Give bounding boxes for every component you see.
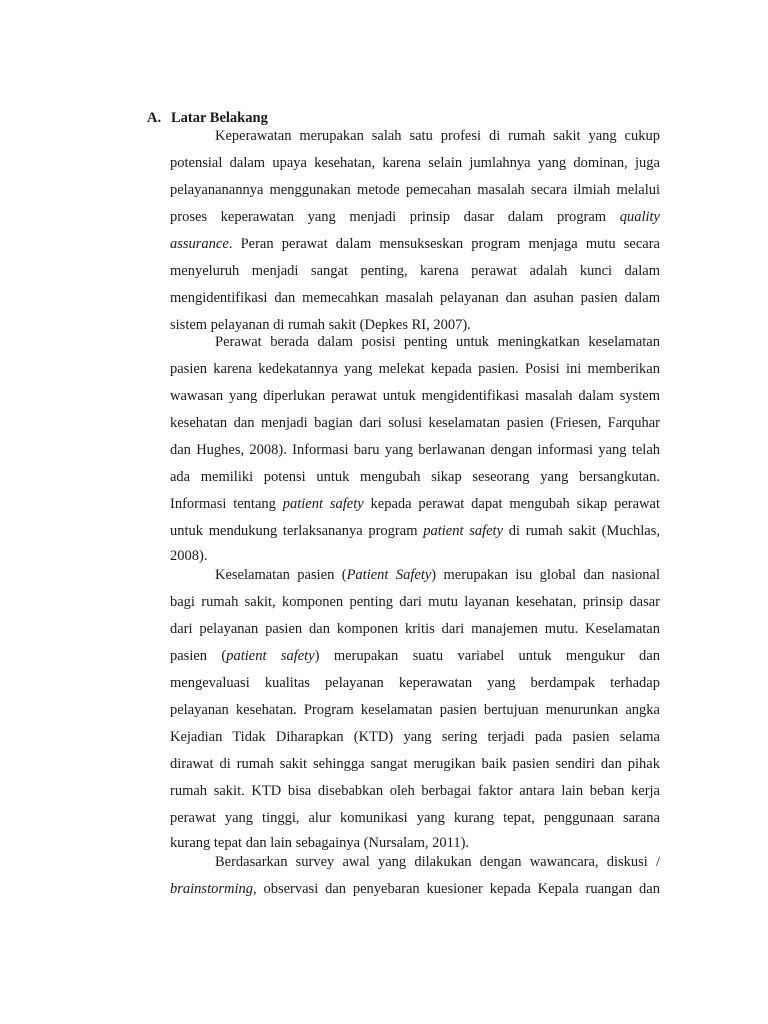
text-line: perawat yang tinggi, alur komunikasi yang kurang tepat, penggunaan sarana bbox=[170, 810, 660, 826]
section-number: A. bbox=[147, 110, 162, 126]
text-line: pasien karena kedekatannya yang melekat kepada pasien. Posisi ini memberikan bbox=[170, 361, 660, 377]
text-line: kesehatan dan menjadi bagian dari solusi keselamatan pasien (Friesen, Farquhar bbox=[170, 415, 660, 431]
text-line: dirawat di rumah sakit sehingga sangat merugikan baik pasien sendiri dan pihak bbox=[170, 756, 660, 772]
section-heading bbox=[147, 110, 268, 127]
text-line: mengidentifikasi dan memecahkan masalah pelayanan dan asuhan pasien dalam bbox=[170, 290, 660, 306]
text-line: rumah sakit. KTD bisa disebabkan oleh berbagai faktor antara lain beban kerja bbox=[170, 783, 660, 799]
text-line: pelayananannya menggunakan metode pemecahan masalah secara ilmiah melalui bbox=[170, 182, 660, 198]
text-line: menyeluruh menjadi sangat penting, karena perawat adalah kunci dalam bbox=[170, 263, 660, 279]
text-line: pelayanan kesehatan. Program keselamatan pasien bertujuan menurunkan angka bbox=[170, 702, 660, 718]
text-line: ada memiliki potensi untuk mengubah sikap seseorang yang bersangkutan. bbox=[170, 469, 660, 485]
text-line: 2008). bbox=[170, 548, 208, 564]
text-line: Perawat berada dalam posisi penting untuk meningkatkan keselamatan bbox=[215, 334, 660, 350]
text-line: Keselamatan pasien (Patient Safety) merupakan isu global dan nasional bbox=[215, 567, 660, 583]
text-line: pasien (patient safety) merupakan suatu variabel untuk mengukur dan bbox=[170, 648, 660, 664]
text-line: kurang tepat dan lain sebagainya (Nursalam, 2011). bbox=[170, 835, 470, 851]
text-line: bagi rumah sakit, komponen penting dari mutu layanan kesehatan, prinsip dasar bbox=[170, 594, 660, 610]
text-line: potensial dalam upaya kesehatan, karena selain jumlahnya yang dominan, juga bbox=[170, 155, 660, 171]
text-line: Informasi tentang patient safety kepada perawat dapat mengubah sikap perawat bbox=[170, 496, 660, 512]
text-line: brainstorming, observasi dan penyebaran kuesioner kepada Kepala ruangan dan bbox=[170, 881, 660, 897]
text-line: untuk mendukung terlaksananya program patient safety di rumah sakit (Muchlas, bbox=[170, 523, 660, 539]
text-line: dari pelayanan pasien dan komponen kritis dari manajemen mutu. Keselamatan bbox=[170, 621, 660, 637]
text-line: dan Hughes, 2008). Informasi baru yang berlawanan dengan informasi yang telah bbox=[170, 442, 660, 458]
text-line: proses keperawatan yang menjadi prinsip dasar dalam program quality bbox=[170, 209, 660, 225]
text-line: assurance. Peran perawat dalam mensukseskan program menjaga mutu secara bbox=[170, 236, 660, 252]
text-line: mengevaluasi kualitas pelayanan keperawatan yang berdampak terhadap bbox=[170, 675, 660, 691]
text-line: wawasan yang diperlukan perawat untuk mengidentifikasi masalah dalam system bbox=[170, 388, 660, 404]
text-line: Kejadian Tidak Diharapkan (KTD) yang sering terjadi pada pasien selama bbox=[170, 729, 660, 745]
text-line: Keperawatan merupakan salah satu profesi di rumah sakit yang cukup bbox=[215, 128, 660, 144]
text-line: Berdasarkan survey awal yang dilakukan dengan wawancara, diskusi / bbox=[215, 854, 660, 870]
text-line: sistem pelayanan di rumah sakit (Depkes RI, 2007). bbox=[170, 317, 471, 333]
section-title: Latar Belakang bbox=[171, 110, 268, 126]
